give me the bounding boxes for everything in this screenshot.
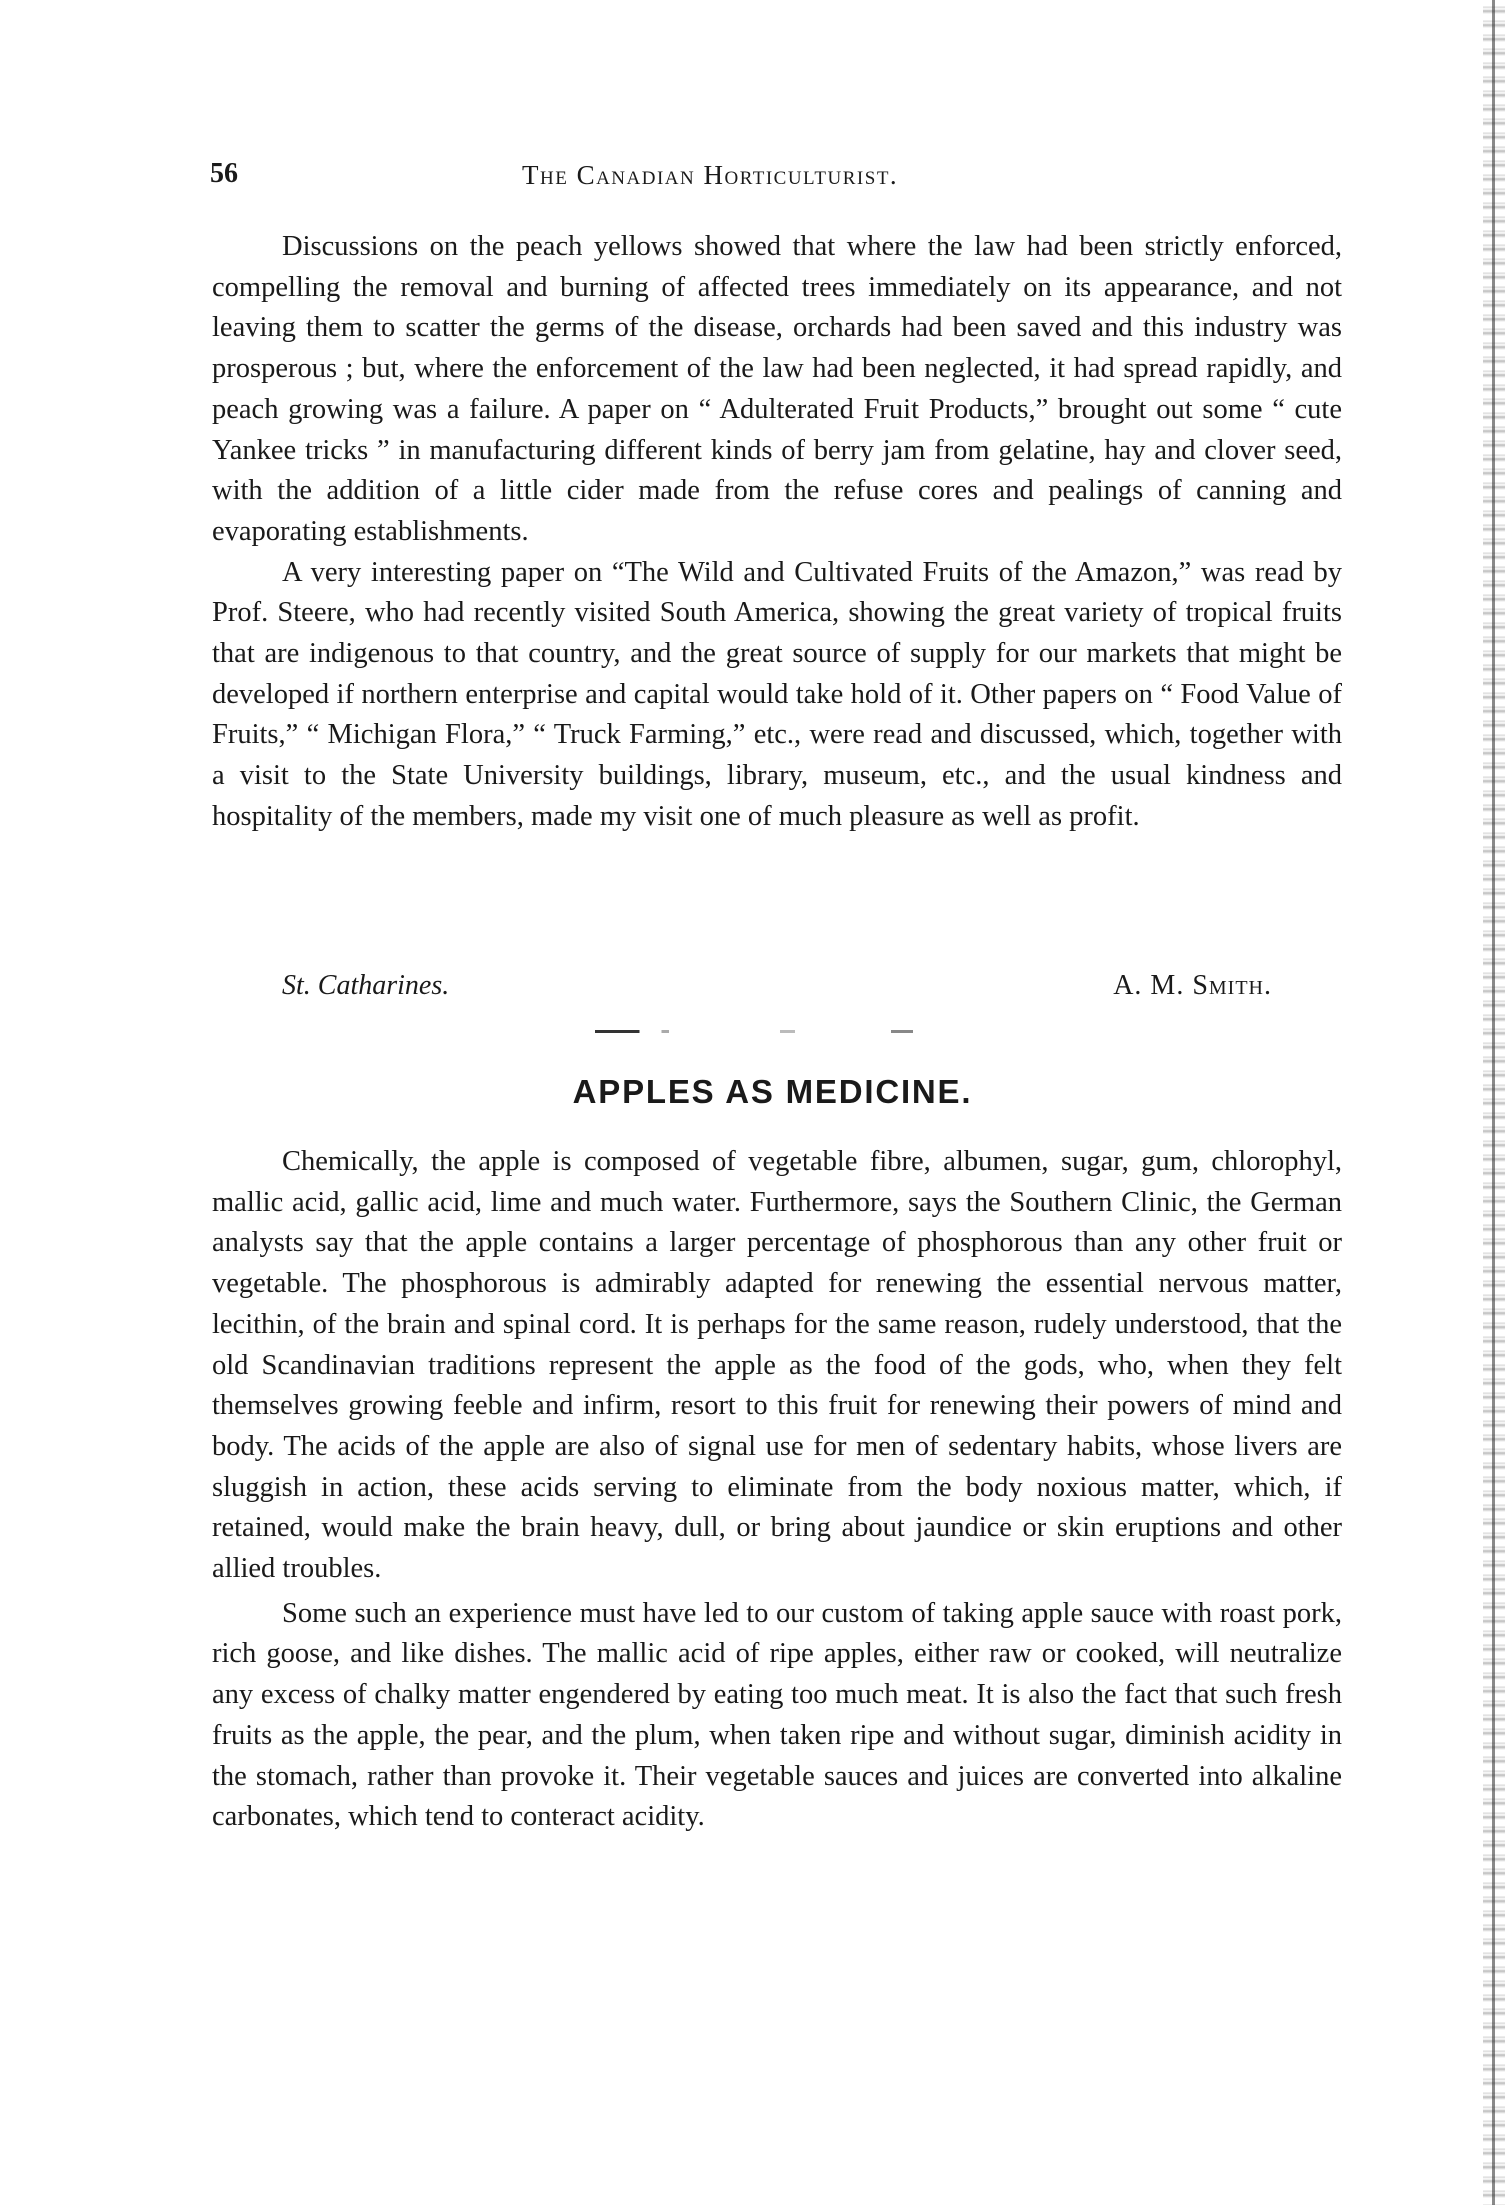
paragraph: Discussions on the peach yellows showed that where the law had been strictly enforced, compelling the removal and burning of affected trees immediately on its appearance, and not leaving them to scatter the germs of the disease, orchards had been saved and this industry was prosperous ; but, where the enforcement of the law had been neglected, it had spread rapidly, and peach growing was a failure. A paper on “ Adulterated Fruit Products,” brought out some “ cute Yankee tricks ” in manufacturing different kinds of berry jam from gelatine, hay and clover seed, with the addition of a little cider made from the refuse cores and pealings of canning and evaporating establishments.: [212, 231, 1342, 547]
section-title: APPLES AS MEDICINE.: [572, 1073, 973, 1110]
running-title: The Canadian Horticulturist.: [522, 160, 899, 190]
page-number: 56: [210, 158, 238, 189]
signature-place: St. Catharines.: [282, 970, 450, 1001]
signature-author: A. M. Smith.: [1113, 970, 1272, 1001]
paragraph: A very interesting paper on “The Wild and Cultivated Fruits of the Amazon,” was read by Prof. Steere, who had recently visited South America, showing the great variety of tropical fruits that are indigenous to that country, and the great source of supply for our markets that might be developed if northern enterprise and capital would take hold of it. Other papers on “ Food Value of Fruits,” “ Michigan Flora,” “ Truck Farming,” etc., were read and discussed, which, together with a visit to the State University buildings, library, museum, etc., and the usual kindness and hospitality of the members, made my visit one of much pleasure as well as profit.: [212, 556, 1342, 832]
page-header: [210, 158, 1340, 198]
article-apples-as-medicine: [212, 1142, 1342, 1838]
signature-line: [282, 970, 1272, 1010]
section-divider: [595, 1030, 965, 1033]
paragraph: Chemically, the apple is composed of vegetable fibre, albumen, sugar, gum, chlorophyl, mallic acid, gallic acid, lime and much water. Furthermore, says the Southern Clinic, the German analysts say that the apple contains a larger percentage of phosphorous than any other fruit or vegetable. The phosphorous is admirably adapted for renewing the essential nervous matter, lecithin, of the brain and spinal cord. It is perhaps for the same reason, rudely understood, that the old Scandinavian traditions represent the apple as the food of the gods, who, when they felt themselves growing feeble and infirm, resort to this fruit for renewing their powers of mind and body. The acids of the apple are also of signal use for men of sedentary habits, whose livers are sluggish in action, these acids serving to eliminate from the body noxious matter, which, if retained, would make the brain heavy, dull, or bring about jaundice or skin eruptions and other allied troubles.: [212, 1146, 1342, 1585]
article-discussions: [212, 227, 1342, 838]
paragraph: Some such an experience must have led to our custom of taking apple sauce with roast pork, rich goose, and like dishes. The mallic acid of ripe apples, either raw or cooked, will neutralize any excess of chalky matter engendered by eating too much meat. It is also the fact that such fresh fruits as the apple, the pear, and the plum, when taken ripe and without sugar, diminish acidity in the stomach, rather than provoke it. Their vegetable sauces and juices are converted into alkaline carbonates, which tend to conteract acidity.: [212, 1597, 1342, 1833]
